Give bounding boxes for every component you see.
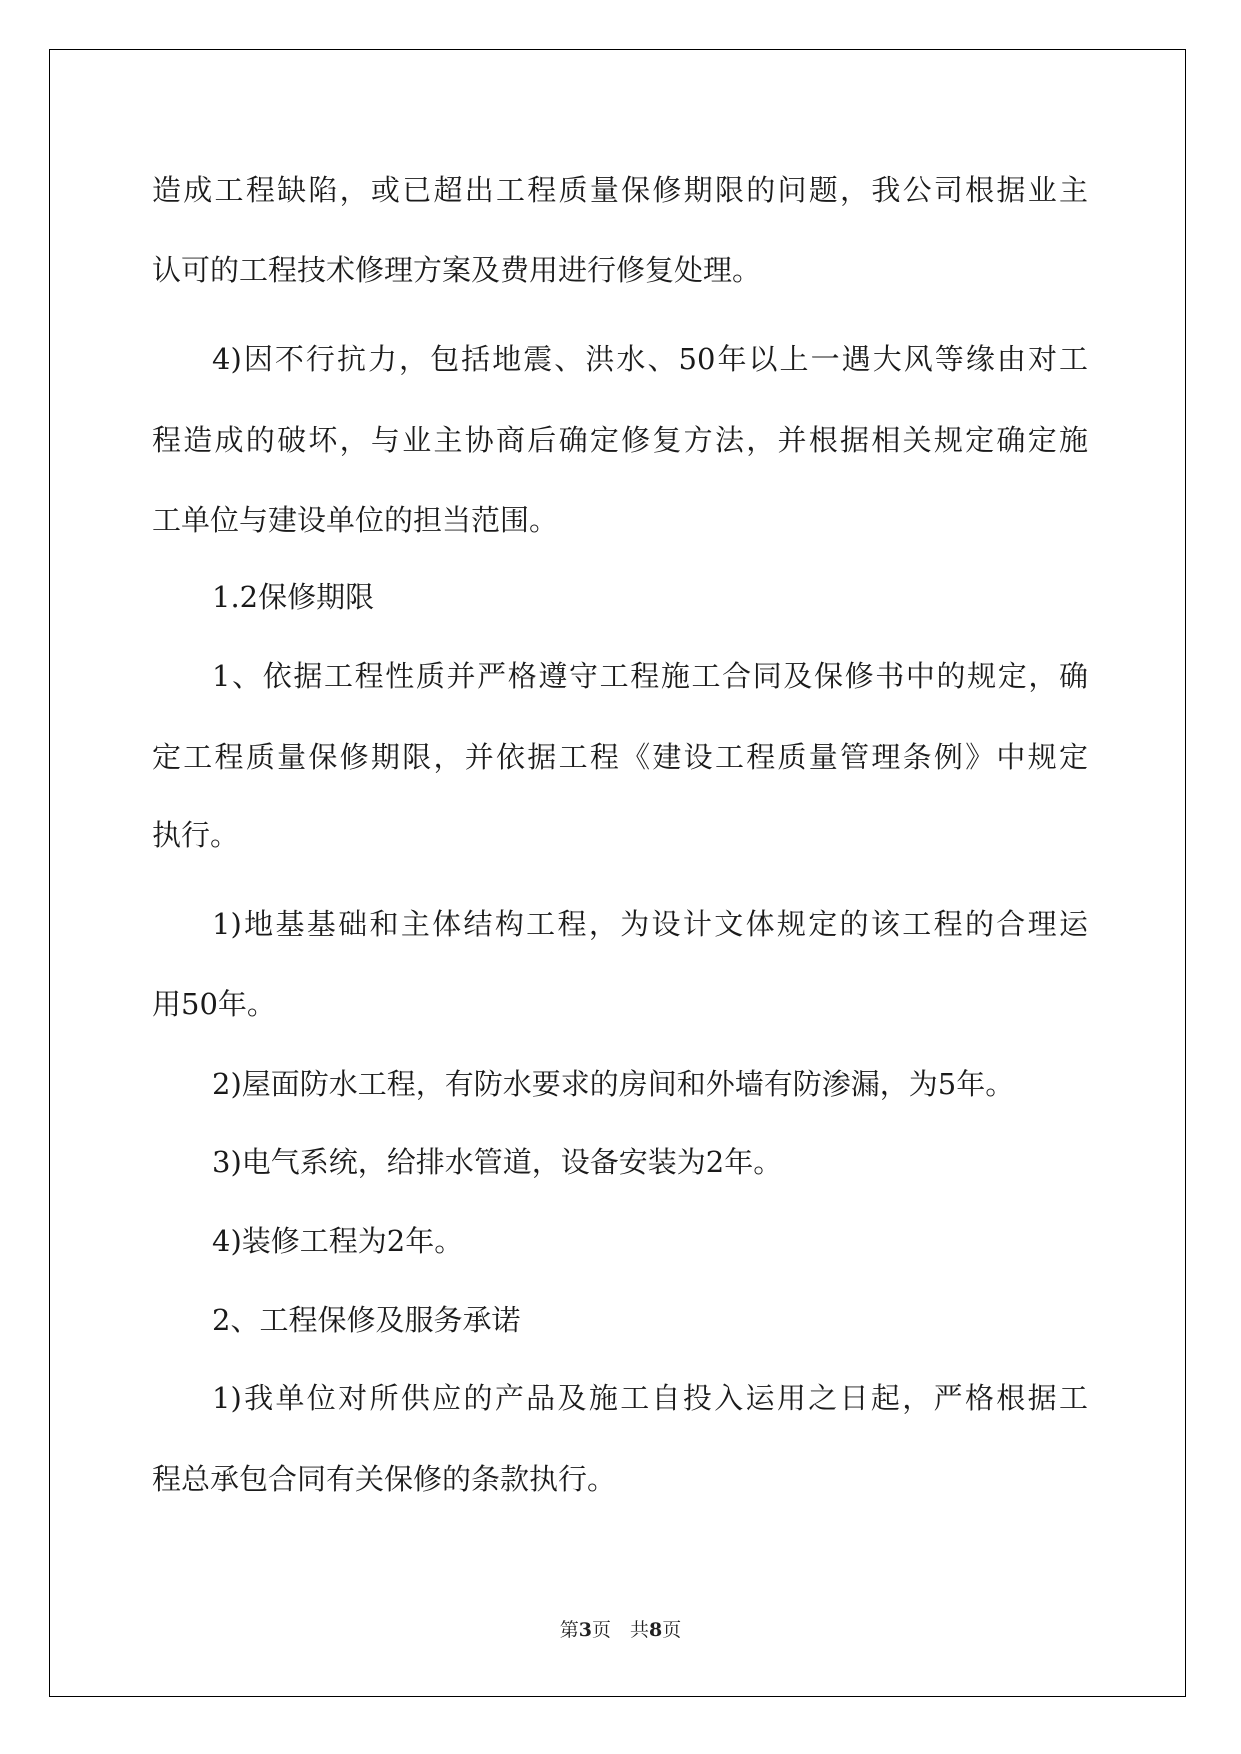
page-footer (0, 1618, 1241, 1642)
paragraph-line: 1)地基基础和主体结构工程，为设计文体规定的该工程的合理运 (212, 907, 1088, 941)
section-heading: 2、工程保修及服务承诺 (212, 1303, 521, 1337)
paragraph-line: 认可的工程技术修理方案及费用进行修复处理。 (152, 253, 762, 287)
paragraph-line: 4)装修工程为2年。 (212, 1224, 464, 1258)
footer-page-suffix: 页 (662, 1619, 682, 1641)
paragraph-line: 工单位与建设单位的担当范围。 (152, 503, 559, 537)
paragraph-line: 程造成的破坏，与业主协商后确定修复方法，并根据相关规定确定施 (152, 423, 1088, 457)
paragraph-line: 定工程质量保修期限，并依据工程《建设工程质量管理条例》中规定 (152, 740, 1088, 774)
footer-page-mid: 页 共 (591, 1619, 649, 1641)
paragraph-line: 4)因不行抗力，包括地震、洪水、50年以上一遇大风等缘由对工 (212, 342, 1088, 376)
section-heading: 1.2保修期限 (212, 580, 375, 614)
footer-page-prefix: 第 (559, 1619, 579, 1641)
paragraph-line: 1、依据工程性质并严格遵守工程施工合同及保修书中的规定，确 (212, 659, 1088, 693)
paragraph-line: 造成工程缺陷，或已超出工程质量保修期限的问题，我公司根据业主 (152, 173, 1088, 207)
footer-total-pages: 8 (649, 1619, 663, 1641)
paragraph-line: 3)电气系统，给排水管道，设备安装为2年。 (212, 1145, 783, 1179)
paragraph-line: 用50年。 (152, 987, 276, 1021)
footer-current-page: 3 (578, 1619, 592, 1641)
paragraph-line: 执行。 (152, 818, 240, 852)
page-border (49, 49, 1186, 1697)
paragraph-line: 1)我单位对所供应的产品及施工自投入运用之日起，严格根据工 (212, 1381, 1088, 1415)
paragraph-line: 程总承包合同有关保修的条款执行。 (152, 1462, 617, 1496)
paragraph-line: 2)屋面防水工程，有防水要求的房间和外墙有防渗漏，为5年。 (212, 1067, 1015, 1101)
